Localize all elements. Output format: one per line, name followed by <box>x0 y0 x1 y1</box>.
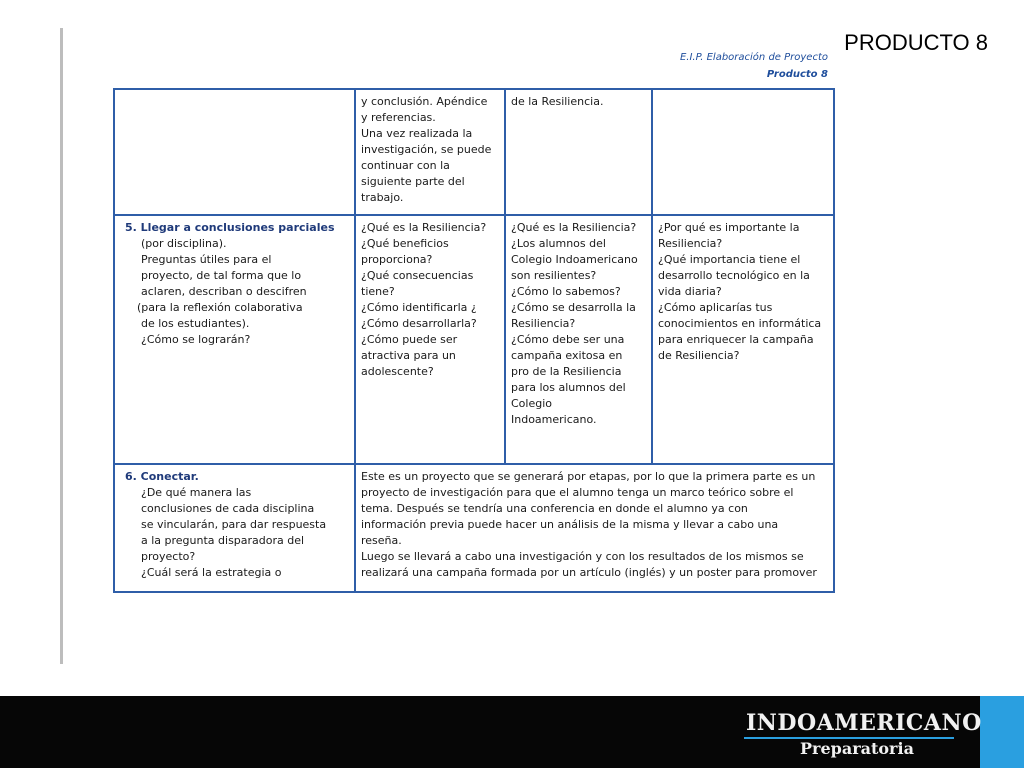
step-6-title: 6. Conectar. <box>125 470 199 483</box>
footer-accent <box>980 696 1024 768</box>
slide-title: PRODUCTO 8 <box>844 30 988 55</box>
project-table <box>113 88 835 593</box>
table-cell: de la Resiliencia. <box>505 89 652 215</box>
table-cell: ¿Por qué es importante la Resiliencia? ¿Qué importancia tiene el desarrollo tecnológico en la vida diaria? ¿Cómo aplicarías tus conocimientos en informática para enriquecer la campaña de Resiliencia? <box>652 215 834 464</box>
table-cell <box>114 89 355 215</box>
brand-subtitle: Preparatoria <box>800 739 914 758</box>
table-cell <box>652 89 834 215</box>
table-row <box>114 215 834 464</box>
left-divider-line <box>60 28 63 664</box>
table-cell: y conclusión. Apéndice y referencias. Una vez realizada la investigación, se puede continuar con la siguiente parte del trabajo. <box>355 89 505 215</box>
step-5-title: 5. Llegar a conclusiones parciales <box>125 221 335 234</box>
table-cell: Este es un proyecto que se generará por etapas, por lo que la primera parte es un proyecto de investigación para que el alumno tenga un marco teórico sobre el tema. Después se tendría una conferencia en donde el alumno ya con información previa puede hacer un análisis de la misma y llevar a cabo una reseña. Luego se llevará a cabo una investigación y con los resultados de los mismos se realizará una campaña formada por un artículo (inglés) y un poster para promover <box>355 464 834 592</box>
table-cell: 5. Llegar a conclusiones parciales (por disciplina). Preguntas útiles para el proyecto, de tal forma que lo aclaren, describan o descifren (para la reflexión colaborativa de los estudiantes). ¿Cómo se lograrán? <box>114 215 355 464</box>
table-cell: ¿Qué es la Resiliencia? ¿Los alumnos del Colegio Indoamericano son resilientes? ¿Cómo lo sabemos? ¿Cómo se desarrolla la Resiliencia? ¿Cómo debe ser una campaña exitosa en pro de la Resiliencia para los alumnos del Colegio Indoamericano. <box>505 215 652 464</box>
table-row <box>114 89 834 215</box>
table-cell: 6. Conectar. ¿De qué manera las conclusiones de cada disciplina se vincularán, para dar respuesta a la pregunta disparadora del proyecto? ¿Cuál será la estrategia o <box>114 464 355 592</box>
brand-logo: INDOAMERICANO <box>746 710 982 736</box>
table-row <box>114 464 834 592</box>
document-header-subtitle: Producto 8 <box>766 69 828 80</box>
table-cell: ¿Qué es la Resiliencia? ¿Qué beneficios proporciona? ¿Qué consecuencias tiene? ¿Cómo identificarla ¿ ¿Cómo desarrollarla? ¿Cómo puede ser atractiva para un adolescente? <box>355 215 505 464</box>
document-header-title: E.I.P. Elaboración de Proyecto <box>679 52 828 63</box>
